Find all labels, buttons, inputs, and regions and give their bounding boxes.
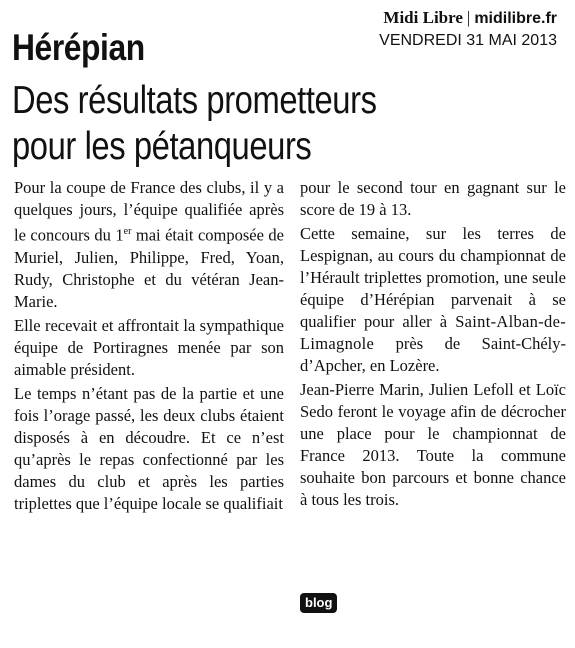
article-kicker: Hérépian — [12, 27, 145, 68]
article-paragraph — [300, 223, 566, 377]
masthead — [379, 8, 557, 51]
article-column-left — [14, 177, 284, 515]
place-name: Saint-Alban-de-Limagnole — [300, 312, 566, 353]
masthead-separator: | — [466, 8, 471, 27]
ordinal-suffix: er — [123, 226, 132, 237]
publication-name: Midi Libre — [383, 8, 463, 27]
paragraph-text: Cette semaine, sur les terres de Lespignan, au cours du championnat de l’Hérault triplettes promotion, une seule équipe d’Hérépian parvenait à se qualifier pour aller à — [300, 224, 566, 331]
publication-line — [379, 8, 557, 29]
headline-line-2: pour les pétanqueurs — [12, 125, 312, 168]
article-paragraph: Elle recevait et affrontait la sympathique équipe de Portiragnes menée par son aimable président. — [14, 315, 284, 379]
paragraph-text: Pour la coupe de France des clubs, il y a quelques jours, l’équipe qualifiée après le concours du 1 — [14, 178, 284, 245]
paragraph-text: mai était composée de Muriel, Julien, Philippe, Fred, Yoan, Rudy, Christophe et du vétéran Jean-Marie. — [14, 225, 284, 311]
article-headline — [12, 78, 377, 170]
article-paragraph — [14, 177, 284, 313]
headline-line-1: Des résultats prometteurs — [12, 79, 377, 122]
article-paragraph: Jean-Pierre Marin, Julien Lefoll et Loïc Sedo feront le voyage afin de décrocher une place pour le championnat de France 2013. Toute la commune souhaite bon parcours et bonne chance à tous les trois. — [300, 380, 566, 509]
publication-date: VENDREDI 31 MAI 2013 — [379, 32, 557, 49]
paragraph-text: près de Saint-Chély-d’Apcher, en Lozère. — [300, 334, 566, 375]
article-column-right — [300, 177, 566, 511]
article-paragraph: Le temps n’étant pas de la partie et une fois l’orage passé, les deux clubs étaient disposés à en découdre. Et ce n’est qu’après le repas confectionné par les dames du club et après les parties triplettes que l’équipe locale se qualifiait — [14, 383, 284, 513]
publication-website: midilibre.fr — [474, 10, 557, 27]
article-paragraph: pour le second tour en gagnant sur le score de 19 à 13. — [300, 178, 566, 219]
blog-badge[interactable]: blog — [300, 593, 337, 613]
